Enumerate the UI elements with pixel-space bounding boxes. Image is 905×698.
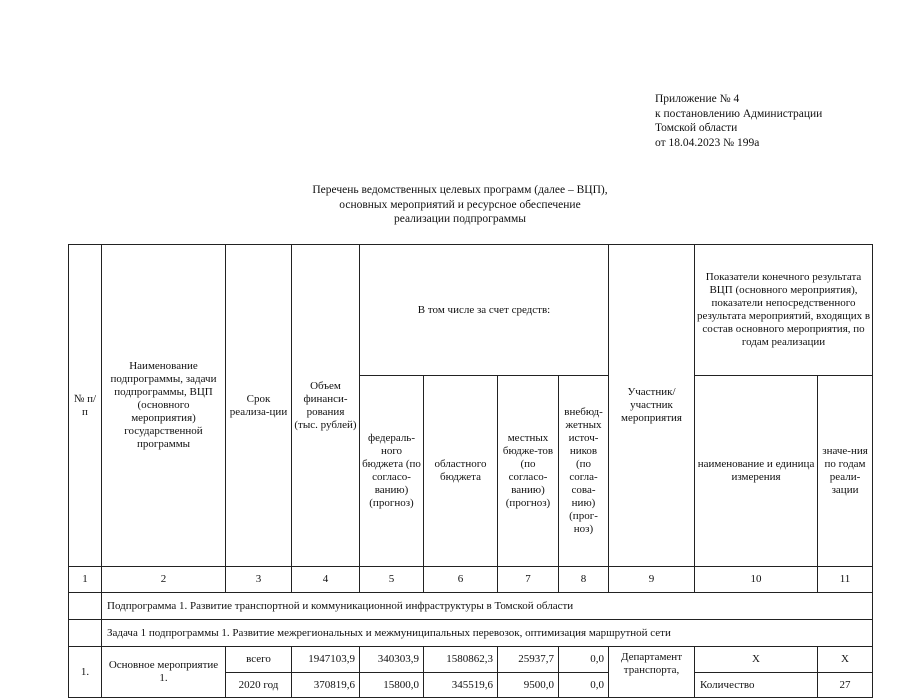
title-line: реализации подпрограммы — [393, 213, 526, 225]
column-number: 2 — [102, 567, 226, 593]
header-participant: Участник/ участник мероприятия — [609, 245, 695, 567]
header-num: № п/п — [69, 245, 102, 567]
measure-ind-value: Х — [818, 647, 873, 673]
column-number: 5 — [360, 567, 424, 593]
column-number: 11 — [818, 567, 873, 593]
measure-ind-value: 27 — [818, 673, 873, 698]
measure-num: 1. — [69, 647, 102, 698]
measure-volume: 1947103,9 — [292, 647, 360, 673]
subprogram-title: Подпрограмма 1. Развитие транспортной и коммуникационной инфраструктуры в Томской области — [102, 593, 873, 620]
appendix-line: Приложение № 4 — [655, 93, 740, 105]
measure-extra: 0,0 — [559, 647, 609, 673]
measure-term: всего — [226, 647, 292, 673]
header-name: Наименование подпрограммы, задачи подпрограммы, ВЦП (основного мероприятия) государственной программы — [102, 245, 226, 567]
measure-participant: Департамент транспорта, — [609, 647, 695, 698]
measure-term: 2020 год — [226, 673, 292, 698]
header-term: Срок реализа-ции — [226, 245, 292, 567]
column-number: 6 — [424, 567, 498, 593]
measure-volume: 370819,6 — [292, 673, 360, 698]
header-extra: внебюд-жетных источ-ников (по согла-сова-нию) (прог-ноз) — [559, 376, 609, 567]
measure-ind-name: Количество — [695, 673, 818, 698]
measure-federal: 340303,9 — [360, 647, 424, 673]
document-title — [0, 183, 905, 227]
header-indicators-group: Показатели конечного результата ВЦП (основного мероприятия), показатели непосредственного результата мероприятий, входящих в состав основного мероприятия, по годам реализации — [695, 245, 873, 376]
measure-ind-name: Х — [695, 647, 818, 673]
column-number: 4 — [292, 567, 360, 593]
column-number: 7 — [498, 567, 559, 593]
appendix-line: от 18.04.2023 № 199а — [655, 136, 760, 149]
program-table — [68, 244, 873, 698]
appendix-line: Томской области — [655, 122, 738, 134]
task-title: Задача 1 подпрограммы 1. Развитие межрегиональных и межмуниципальных перевозок, оптимизация маршрутной сети — [102, 620, 873, 647]
measure-local: 25937,7 — [498, 647, 559, 673]
column-number: 1 — [69, 567, 102, 593]
measure-regional: 1580862,3 — [424, 647, 498, 673]
header-sources-group: В том числе за счет средств: — [360, 245, 609, 376]
header-ind-value: значе-ния по годам реали-зации — [818, 376, 873, 567]
header-ind-name: наименование и единица измерения — [695, 376, 818, 567]
column-number: 10 — [695, 567, 818, 593]
title-line: Перечень ведомственных целевых программ (далее – ВЦП), — [312, 184, 608, 196]
column-number: 9 — [609, 567, 695, 593]
header-regional: областного бюджета — [424, 376, 498, 567]
subprogram-row — [69, 593, 873, 620]
task-row — [69, 620, 873, 647]
column-numbers-row — [69, 567, 873, 593]
header-federal: федераль-ного бюджета (по согласо-ванию) (прогноз) — [360, 376, 424, 567]
header-local: местных бюдже-тов (по согласо-ванию) (прогноз) — [498, 376, 559, 567]
measure-row-total — [69, 647, 873, 673]
title-line: основных мероприятий и ресурсное обеспечение — [339, 198, 581, 211]
column-number: 3 — [226, 567, 292, 593]
measure-local: 9500,0 — [498, 673, 559, 698]
appendix-line: к постановлению Администрации — [655, 107, 823, 120]
measure-extra: 0,0 — [559, 673, 609, 698]
appendix-block — [655, 92, 822, 150]
measure-name: Основное мероприятие 1. — [102, 647, 226, 698]
measure-federal: 15800,0 — [360, 673, 424, 698]
header-volume: Объем финанси-рования (тыс. рублей) — [292, 245, 360, 567]
column-number: 8 — [559, 567, 609, 593]
measure-regional: 345519,6 — [424, 673, 498, 698]
